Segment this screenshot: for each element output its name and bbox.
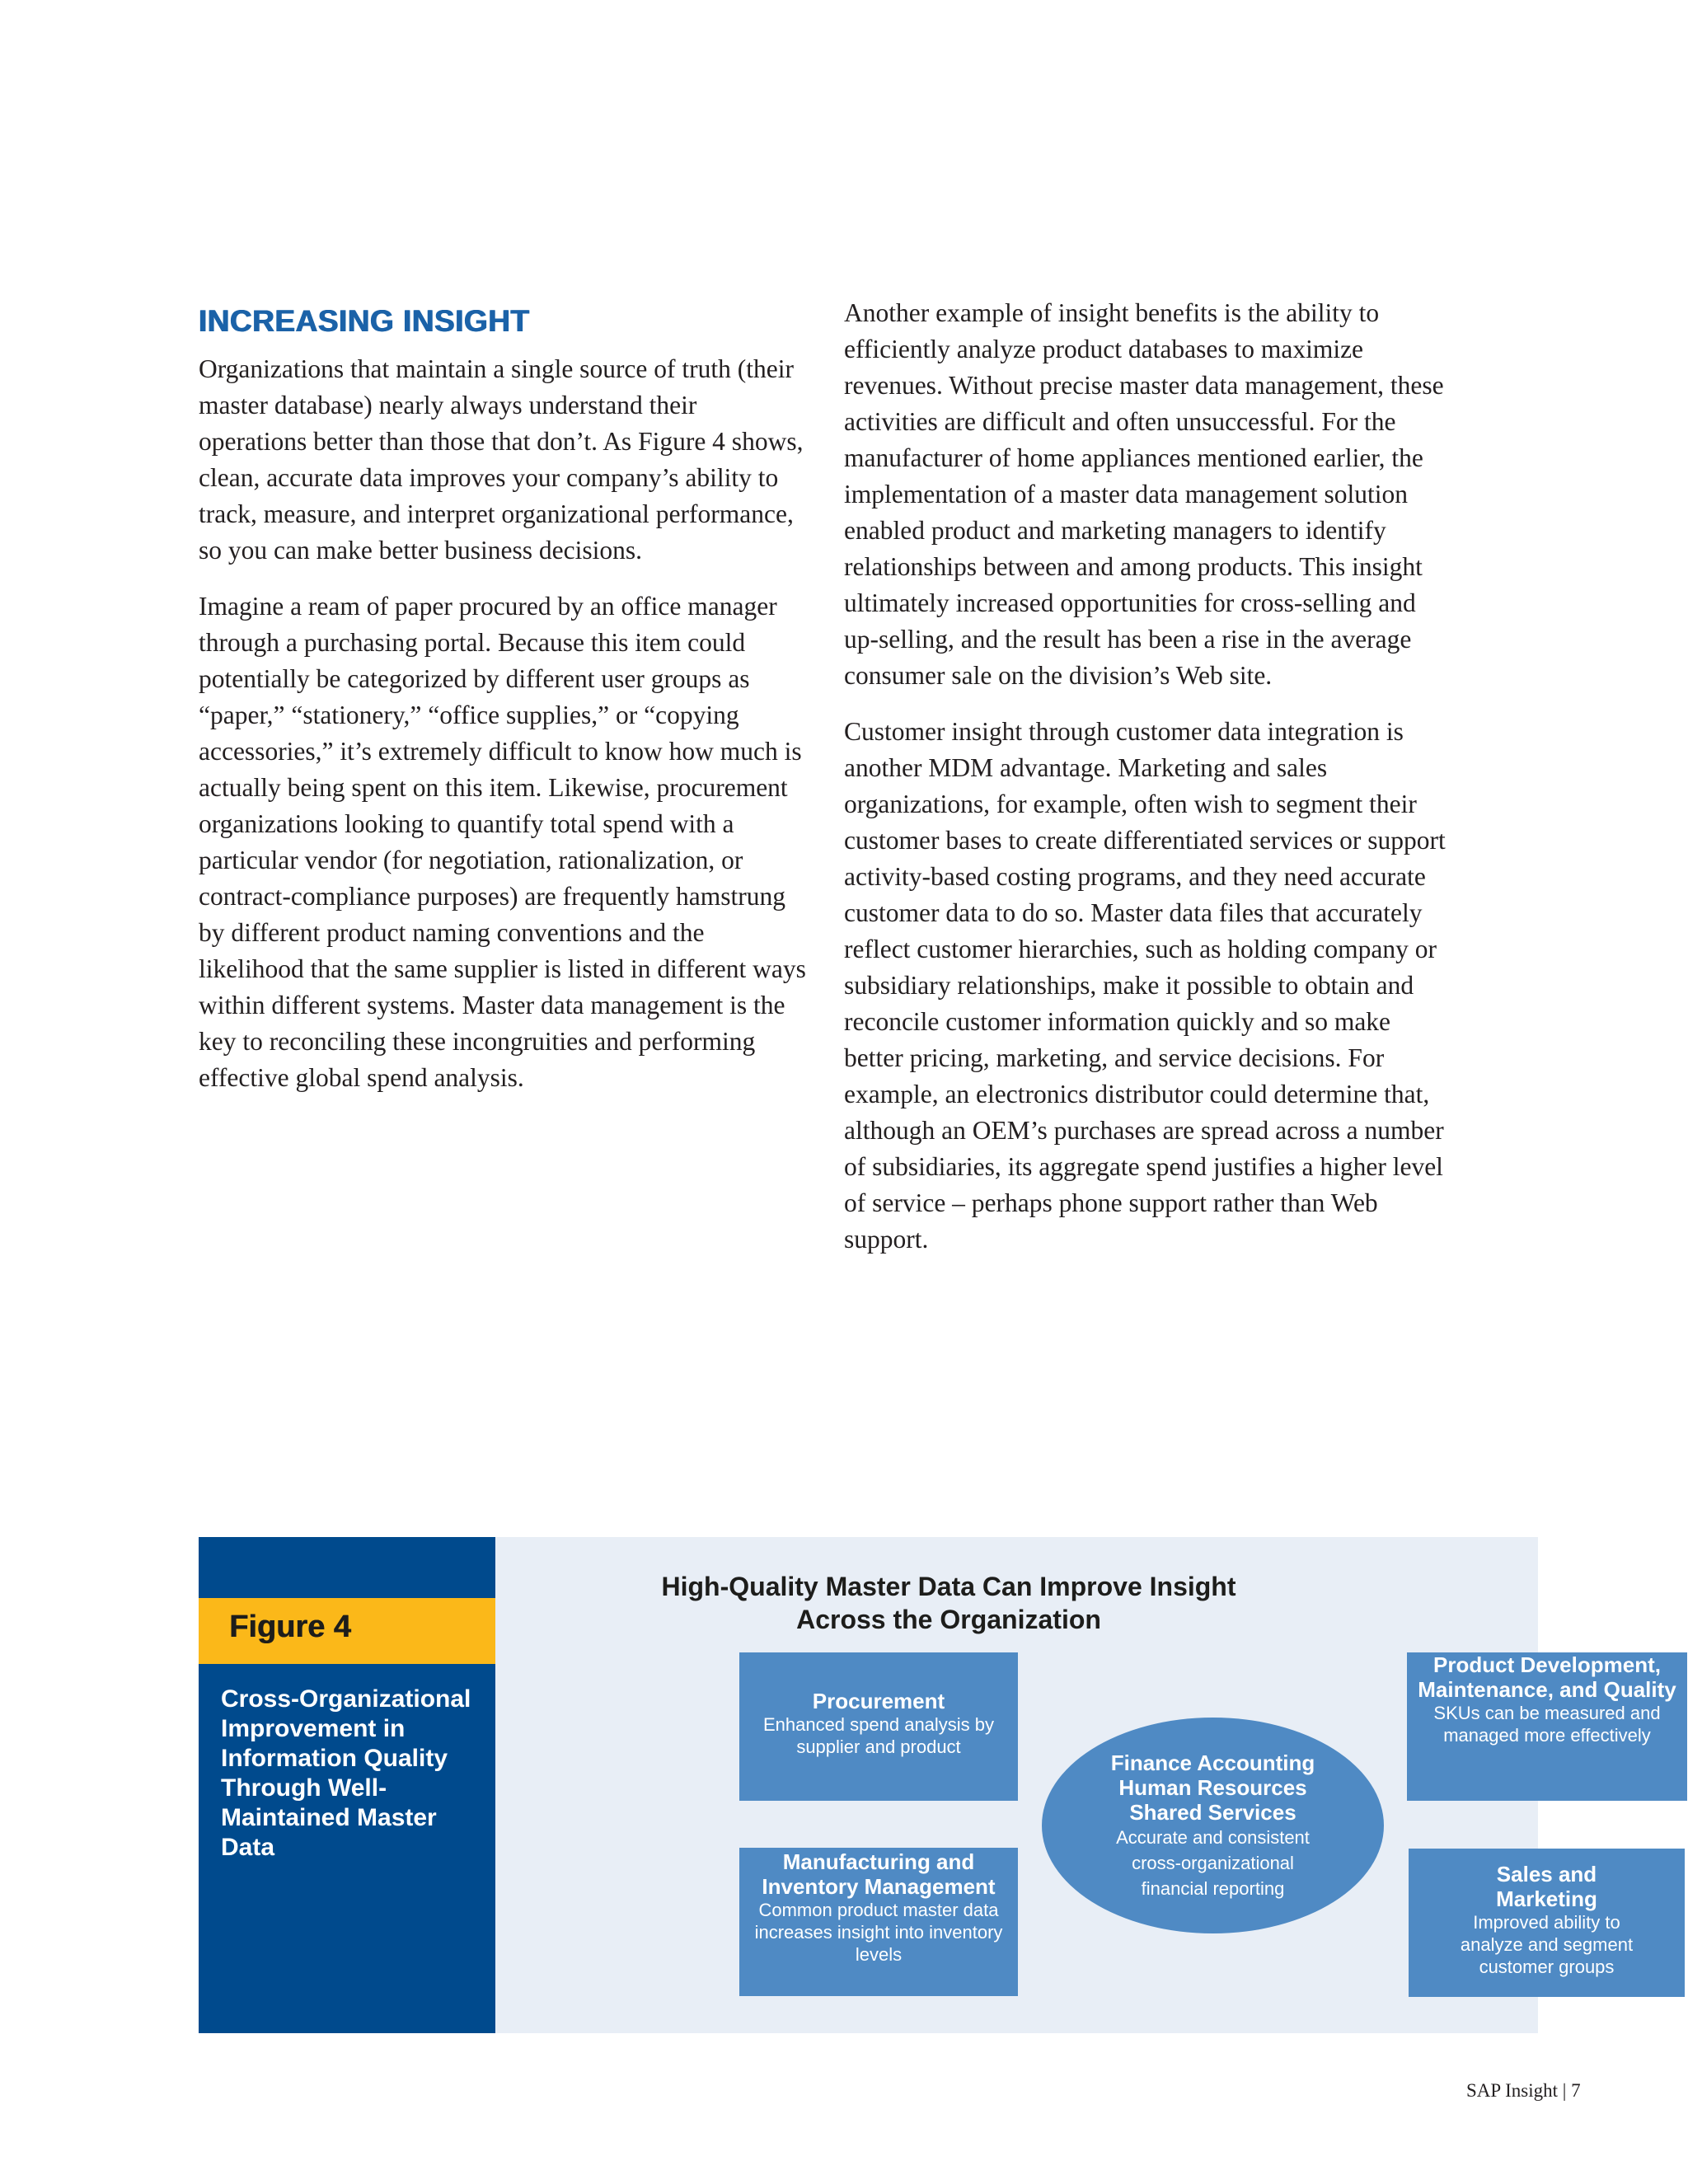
procurement-box [739, 1652, 1018, 1801]
figure-label-band [199, 1598, 495, 1664]
right-column [844, 295, 1446, 1277]
diagram-title-line: Across the Organization [796, 1605, 1101, 1634]
box-description: Common product master data increases insight into inventory levels [754, 1900, 1003, 1965]
paragraph: Another example of insight benefits is the ability to efficiently analyze product databases to maximize revenues. Without precise master data management, these activities are difficult and often unsuccessful. For the manufacturer of home appliances mentioned earlier, the implementation of a master data management solution enabled product and marketing managers to identify relationships between and among products. This insight ultimately increased opportunities for cross-selling and up-selling, and the result has been a rise in the average consumer sale on the division’s Web site. [844, 298, 1444, 690]
box-title: Procurement [812, 1689, 945, 1713]
manufacturing-box [739, 1848, 1018, 1996]
product-development-box [1407, 1652, 1687, 1801]
paragraph: Organizations that maintain a single source of truth (their master database) nearly always understand their operations better than those that don’t. As Figure 4 shows, clean, accurate data improves your company’s ability to track, measure, and interpret organizational performance, so you can make better business decisions. [199, 354, 804, 565]
box-description: Improved ability to analyze and segment customer groups [1460, 1912, 1634, 1977]
figure-label: Figure 4 [229, 1610, 351, 1644]
box-description: SKUs can be measured and managed more effectively [1433, 1703, 1661, 1746]
box-description: Enhanced spend analysis by supplier and product [762, 1714, 995, 1757]
ellipse-title-line: Finance Accounting [1110, 1750, 1315, 1775]
diagram-title [495, 1570, 1402, 1636]
ellipse-title-line: Shared Services [1129, 1800, 1296, 1825]
ellipse-description: Accurate and consistent cross-organizational financial reporting [1116, 1827, 1310, 1899]
figure-caption: Cross-Organizational Improvement in Information Quality Through Well-Maintained Master Data [221, 1685, 471, 1861]
left-column [199, 295, 809, 1116]
diagram-title-line: High-Quality Master Data Can Improve Insight [661, 1572, 1236, 1601]
box-title: Sales and Marketing [1496, 1862, 1597, 1911]
paragraph: Customer insight through customer data integration is another MDM advantage. Marketing and sales organizations, for example, often wish to segment their customer bases to create differentiated services or support activity-based costing programs, and they need accurate customer data to do so. Master data files that accurately reflect customer hierarchies, such as holding company or subsidiary relationships, make it possible to obtain and reconcile customer information quickly and so make better pricing, marketing, and service decisions. For example, an electronics distributor could determine that, although an OEM’s purchases are spread across a number of subsidiaries, its aggregate spend justifies a higher level of service – perhaps phone support rather than Web support. [844, 717, 1446, 1254]
sales-marketing-box [1409, 1849, 1685, 1997]
box-title: Product Development, Maintenance, and Quality [1418, 1652, 1676, 1702]
figure-diagram [495, 1537, 1676, 2033]
figure-sidebar [199, 1537, 495, 2033]
box-title: Manufacturing and Inventory Management [762, 1849, 996, 1899]
finance-ellipse [1042, 1718, 1384, 1933]
section-heading: INCREASING INSIGHT [199, 304, 530, 338]
ellipse-title-line: Human Resources [1118, 1775, 1307, 1800]
page-footer: SAP Insight | 7 [1466, 2080, 1581, 2101]
figure-4 [199, 1537, 1676, 2033]
paragraph: Imagine a ream of paper procured by an office manager through a purchasing portal. Because this item could potentially be categorized by different user groups as “paper,” “stationery,” “office supplies,” or “copying accessories,” it’s extremely difficult to know how much is actually being spent on this item. Likewise, procurement organizations looking to quantify total spend with a particular vendor (for negotiation, rationalization, or contract-compliance purposes) are frequently hamstrung by different product naming conventions and the likelihood that the same supplier is listed in different ways within different systems. Master data management is the key to reconciling these incongruities and performing effective global spend analysis. [199, 592, 806, 1092]
